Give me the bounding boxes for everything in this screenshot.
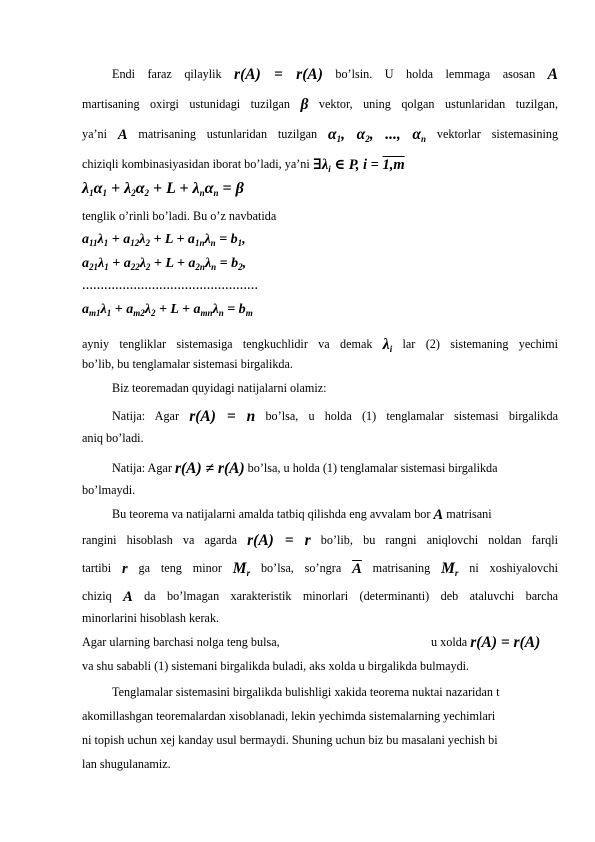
word: matrisaning — [138, 127, 196, 141]
para1-line4 — [82, 156, 558, 177]
word: u — [308, 409, 315, 423]
matrix-A-bar: $\overline{A}$ — [547, 66, 558, 82]
minor-Mr: $M_r$ — [232, 560, 251, 576]
word: qilaylik — [184, 67, 222, 81]
word: rangni — [385, 533, 417, 547]
matrix-A: A — [433, 507, 444, 523]
word: (2) — [425, 337, 440, 351]
text: u xolda — [431, 635, 468, 649]
word: deb — [440, 589, 459, 603]
word: tartibi — [82, 561, 112, 575]
word: ustunlaridan — [206, 127, 268, 141]
word: va — [182, 533, 195, 547]
system-row-2: $a_{21}\lambda_1 + a_{22}\lambda_2 + L + a_{2n}\lambda_n = b_2$, — [82, 256, 247, 272]
para5-line2: va shu sababli (1) sistemani birgalikda buladi, aks xolda u birgalikda bulmaydi. — [82, 659, 470, 673]
word: tuzilgan — [277, 127, 318, 141]
natija2-line2: bo’lmaydi. — [82, 483, 136, 497]
word: lemmaga — [445, 67, 491, 81]
formula-rank-not-equal: $r(\overline{A}) \ne r(A)$ — [174, 460, 245, 477]
para3-line: Biz teoremadan quyidagi natijalarni olamiz: — [112, 381, 327, 395]
formula-alpha-vectors: $\alpha_1$, $\alpha_2$, ..., $\alpha_n$ — [328, 126, 426, 142]
lambda-i: $\lambda_i$ — [382, 336, 393, 352]
para1-line1 — [112, 66, 558, 82]
tenglik-line: tenglik o’rinli bo’ladi. Bu o’z navbatida — [82, 209, 277, 223]
word: bu — [363, 533, 376, 547]
text: bo’lsa, u holda (1) tenglamalar sistemasi birgalikda — [247, 461, 498, 475]
formula-rank-equal: $r(\overline{A}) = r(A)$ — [470, 634, 541, 651]
word: ataluvchi — [469, 589, 515, 603]
word: vektorlar — [436, 127, 481, 141]
equation-linear-combination: $\lambda_1\alpha_1 + \lambda_2\alpha_2 + L + \lambda_n\alpha_n = \beta$ — [82, 180, 244, 198]
para1-line2 — [82, 96, 558, 112]
para2-line1 — [82, 336, 558, 352]
word: bo’lsa, — [265, 409, 299, 423]
letter-r: r — [121, 561, 128, 576]
word: ga — [138, 561, 151, 575]
word: agarda — [204, 533, 237, 547]
word: birgalikda — [508, 409, 558, 423]
para6-line2: akomillashgan teoremalardan xisoblanadi, lekin yechimda sistemalarning yechimlari — [82, 709, 496, 723]
minor-Mr: $M_r$ — [441, 560, 459, 576]
word: faraz — [147, 67, 172, 81]
word: sistemasining — [491, 127, 558, 141]
word: teng — [160, 561, 182, 575]
para4-line5: minorlarini hisoblash kerak. — [82, 611, 220, 625]
para6-line1: Tenglamalar sistemasini birgalikda bulishligi xakida teorema nuktai nazaridan t — [112, 685, 500, 699]
text: martisaning oxirgi ustunidagi tuzilgan — [82, 97, 290, 111]
para6-line3: ni topish uchun xej kanday usul bermaydi. Shuning uchun biz bu masalani yechish bi — [82, 733, 498, 747]
word: matrisani — [446, 507, 492, 521]
matrix-A-bar: $\overline{A}$ — [352, 561, 362, 576]
word: tenglamalar — [386, 409, 444, 423]
formula-rank-equal: $r(\overline{A}) = r(A)$ — [234, 66, 323, 82]
system-row-1: $a_{11}\lambda_1 + a_{12}\lambda_2 + L + a_{1n}\lambda_n = b_1$, — [82, 232, 246, 248]
word: (determinanti) — [359, 589, 430, 603]
para4-line1 — [112, 506, 558, 523]
word: farqli — [531, 533, 558, 547]
word: hisoblash — [126, 533, 173, 547]
word: aniqlovchi — [426, 533, 479, 547]
word: matrisaning — [372, 561, 431, 575]
word: noldan — [488, 533, 522, 547]
word: Agar — [154, 409, 180, 423]
para1-line3 — [82, 126, 558, 142]
word: minorlari — [302, 589, 349, 603]
para2-line2: bo’lib, bu tenglamalar sistemasi birgalikda. — [82, 357, 293, 371]
word: Endi — [112, 67, 136, 81]
natija1-line2: aniq bo’ladi. — [82, 431, 144, 445]
word: U — [384, 67, 394, 81]
text: vektor, uning qolgan ustunlaridan tuzilgan, — [318, 97, 558, 111]
para5-line1-right — [431, 634, 558, 651]
text: Natija: Agar — [112, 461, 172, 475]
word: holda — [406, 67, 434, 81]
word: bo’lmagan — [167, 589, 220, 603]
word: lar — [402, 337, 416, 351]
para4-line3 — [82, 560, 558, 576]
natija2-line1 — [112, 460, 558, 477]
word: ni — [469, 561, 479, 575]
word: holda — [324, 409, 352, 423]
text: chiziqli kombinasiyasidan iborat bo’ladi, ya’ni — [82, 157, 310, 171]
word: sistemaning — [450, 337, 509, 351]
word: ya’ni — [82, 127, 108, 141]
para4-line2 — [82, 532, 558, 548]
text: ayniy tengliklar sistemasiga tengkuchlidir va demak — [82, 337, 373, 351]
word: barcha — [525, 589, 558, 603]
word: yechimi — [518, 337, 558, 351]
formula-exists-lambda: $\exists\lambda_i$ ∈ P, i = 1,m — [312, 157, 405, 174]
word: bo’lsin. — [335, 67, 373, 81]
natija1-line1 — [112, 408, 558, 424]
word: bo’lsa, — [260, 561, 294, 575]
system-row-m: $a_{m1}\lambda_1 + a_{m2}\lambda_2 + L + a_{mn}\lambda_n = b_m$ — [82, 302, 253, 318]
word: asosan — [502, 67, 536, 81]
system-dots: ………………………………………… — [82, 280, 258, 292]
formula-rank-n: r(A) = n — [189, 408, 256, 424]
word: xarakteristik — [230, 589, 292, 603]
text: Bu teorema va natijalarni amalda tatbiq qilishda eng avvalam bor — [112, 507, 431, 521]
word: xoshiyalovchi — [489, 561, 558, 575]
word: (1) — [361, 409, 377, 423]
text: Agar ularning barchasi nolga teng bulsa, — [82, 635, 280, 649]
word: bo’lib, — [320, 533, 353, 547]
word: da — [144, 589, 156, 603]
word: chiziq — [82, 589, 112, 603]
word: rangini — [82, 533, 117, 547]
word: sistemasi — [454, 409, 499, 423]
para6-line4: lan shugulanamiz. — [82, 757, 171, 771]
para4-line4 — [82, 588, 558, 604]
word: Natija: — [112, 409, 146, 423]
matrix-A: A — [117, 127, 128, 142]
vector-beta: β — [300, 96, 309, 112]
word: minor — [192, 561, 222, 575]
formula-rank-r: r(A) = r — [247, 532, 311, 548]
matrix-A: A — [123, 589, 133, 604]
word: so’ngra — [304, 561, 342, 575]
